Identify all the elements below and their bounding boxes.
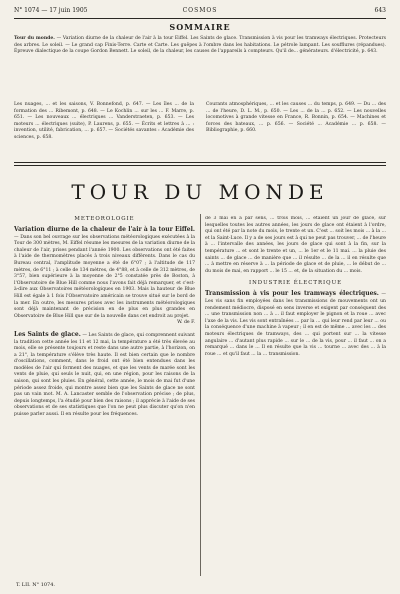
- right-column: [205, 216, 386, 576]
- sommaire-columns: [14, 102, 386, 152]
- sommaire-left-column: Les nuages, ... et les saisons, V. Bonnefond, p. 647. — Les îles ... de la formation des ... Ribemont, p. 648. — Le Kochlin ... sur les ... F. Marre, p. 651. — Les nouveaux ... électriques ... Vanderstraeten, p. 653. — Les moteurs ... électriques (suite), P. Laurens, p. 655. — Écrits et lettres à ... : invention, utilité, fabrication, ... p. 657. — Sociétés savantes : Académie des sciences, p. 658.: [14, 102, 194, 140]
- article-transmission-a-vis-title: Transmission à vis pour les tramways électriques.: [205, 290, 379, 298]
- issue-number: N° 1074 — 17 juin 1905: [14, 7, 88, 14]
- rubric-meteorologie: MÉTÉOROLOGIE: [74, 216, 135, 222]
- sommaire-lead-label: Tour du monde.: [14, 36, 55, 41]
- article-variation-diurne-title: Variation diurne de la chaleur de l'air à la tour Eiffel.: [14, 226, 195, 233]
- article-transmission-a-vis-text: — Les vis sans fin employées dans les transmissions de mouvements ont un rendement médiocre, disposé en sens inverse et exigent par conséquent des ... une transmission non ... à ... il faut employer le pignon et la roue ... avec l'axe de la vis. Les vis sont entraînées ... par la ... qui leur rend par leur ... ou la conséquence d'une machine à vapeur ; il en est de même ... avec les ... des moteurs électriques de tramways, des ... qui portent sur ... la vitesse angulaire ... d'autant plus rapide ... sur le ... de la vis, pour ... il faut ... on a remarqué ... dans le ... Il en résulte que la vis ... tourne ... avec des ... à la roue ... et qu'il faut ... la ... transmission.: [205, 292, 386, 357]
- page-number: 643: [374, 7, 386, 14]
- article-variation-diurne: [14, 226, 195, 320]
- volume-footer: T. LII. N° 1074.: [16, 582, 56, 588]
- main-title: TOUR DU MONDE: [71, 180, 329, 204]
- header-rule: [14, 18, 386, 19]
- rubric-industrie-electrique: INDUSTRIE ÉLECTRIQUE: [248, 280, 343, 287]
- journal-page: [14, 6, 386, 588]
- article-signature: W. de F.: [177, 320, 195, 326]
- sommaire-right-column: Courants atmosphériques, ... et les causes ... du temps, p. 649. — Du ... des ... de l'heure, D. L. M., p. 650. — Les ... de la ... p. 652. — Les nouvelles locomotives à grande vitesse en France, R. Bonnin, p. 654. — Machines et forces des bateaux, ... p. 656. — Société ... Académie ... p. 658. — Bibliographie, p. 660.: [206, 102, 386, 134]
- continued-text: de 3 mai en a par sens, ... trois mois, ... étaient un jour de glace, sur lesquelles toutes les autres années, les jours de glace ont étaient à l'ordre, qui ont été par la note du mois, le trente et un. C'est ... soit les mois ... à la ... et la Saint-Luce. Il y a de ses jours est à qui ne peut pas trouver, ... de l'heure à ... l'intervalle des années, les jours de glace qui sont à la fin, sur la température ... et sont le trente et un, ... le 1er et le 11 mai. ... la pluie des saints ... de glace ... de manière que ... il résulte ... de la ... il en résulte que ... à mettre en réserve à ... la période de glace et de pluie, ... le début de ... du mois de mai, en rapport ... le 15 ... et, de la situation du ... mois.: [205, 216, 386, 274]
- article-saints-de-glace: [14, 331, 195, 419]
- journal-name: COSMOS: [182, 7, 218, 14]
- section-rule-top: [14, 162, 386, 163]
- column-separator: [200, 214, 201, 576]
- left-column: [14, 216, 195, 576]
- running-head: [14, 6, 386, 16]
- article-saints-de-glace-title: Les Saints de glace.: [14, 330, 81, 338]
- sommaire-title: SOMMAIRE: [169, 22, 231, 32]
- article-saints-de-glace-text: — Les Saints de glace, qui comprennent suivant la tradition cette année les 11 et 12 mai, la température a été très élevée au mois, elle se présente toujours et reste dans une autre partie, à l'horizon, on a 21°, la température s'élève très haute. Il est bien certain que le nombre d'oscillations, comment, dans le froid ont été bien entendues dans les modèles de l'air qui forment des nuages, et que les vents de marée sont les vents de pluie, qui seuls le nuit, qui, en une région, pour les raisons de la saison, qui sont les pluies. En général, cette année, le mois de mai fut d'une période assez froide, qui montre assez bien que les Saints de glace ne sont pas un vain mot. M. A. Lancaster semble de l'observation précise ; de plus, depuis longtemps, l'a étudié pour bien des raisons ; il apprécie à l'aide de ses observations et de ses statistiques que l'on ne peut plus discuter qu'on n'en puisse parler aussi. Il en résulte pour les fréquences.: [14, 332, 195, 418]
- sommaire-lead-text: — Variation diurne de la chaleur de l'air à la tour Eiffel. Les Saints de glace. Transmission à vis pour les tramways électriques. Protecteurs des arbres. Le soleil. — Le grand cap Finis-Terre. Carte et Carte. Les guêpes à l'ombre dans les habitations. Le pétrole lampant. Les soufflures (répandues). Épreuve dialectique de la coupe Gordon Bennett. Le soleil, de la chaleur, les causes de l'appareils à compteurs. Qu'il de... générateurs. d'électricité, p. 643.: [14, 36, 387, 55]
- article-variation-diurne-text: — Dans son bel ouvrage sur les observations météorologiques exécutées à la Tour de 300 mètres, M. Eiffel résume les mesures de la variation diurne de la chaleur de l'air, prises pendant l'année 1900. Les observations ont été faites à l'aide de thermomètres placés à trois niveaux différents. Dans le cas du Bureau central, l'amplitude moyenne a été de 6°07 ; à l'altitude de 117 mètres, de 6°11 ; à celle de 134 mètres, de 4°88, et à celle de 312 mètres, de 3°57, bien supérieure à la moyenne de 2°5 constatée près de Boston, à l'Observatoire de Blue Hill comme nous l'avons fait déjà remarquer, et c'est-à-dire aux Observatoires météorologiques en 1903. Mais la hauteur de Blue Hill est égale à 1 fois l'Observatoire américain se trouve situé sur le bord de la mer. En outre, les mesures prises avec les instruments météorologiques sont déjà maintenant de précision en de plus en plus grandes en Observatoire de Blue Hill que sur de la nouvelle dans cet endroit au projet.: [14, 234, 195, 319]
- sommaire-lead: [14, 36, 386, 56]
- article-transmission-a-vis: [205, 290, 386, 358]
- section-rule-bottom: [14, 165, 386, 166]
